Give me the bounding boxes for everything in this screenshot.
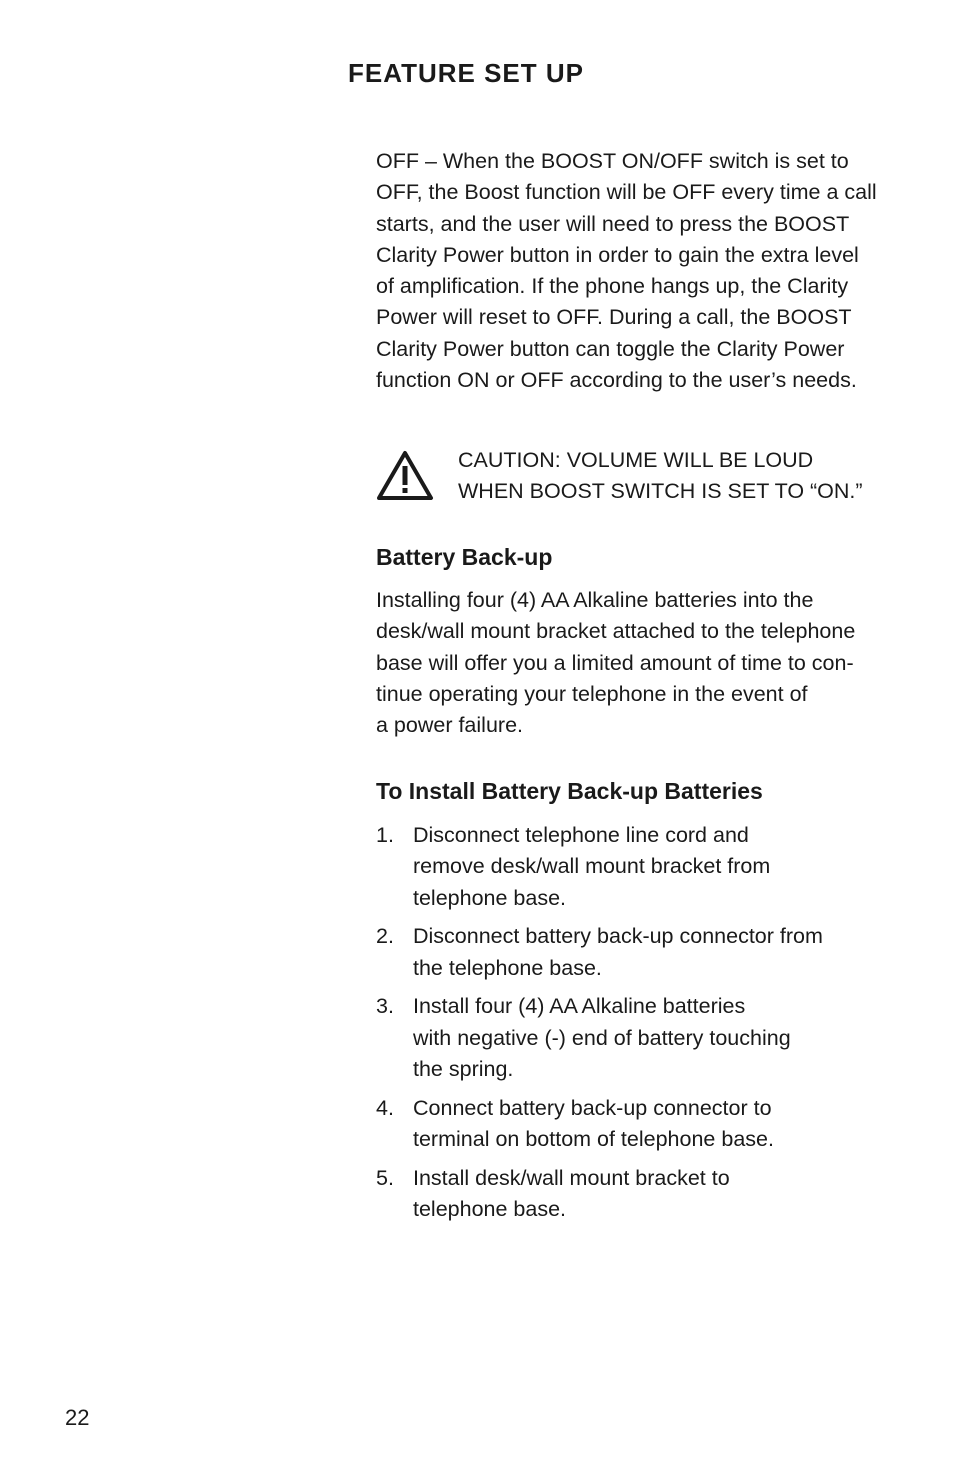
intro-line: OFF – When the BOOST ON/OFF switch is set to	[376, 149, 849, 173]
page-title: FEATURE SET UP	[348, 58, 584, 88]
step-line: Install desk/wall mount bracket to	[413, 1165, 730, 1190]
list-item	[376, 1163, 896, 1226]
intro-line: Clarity Power button can toggle the Clarity Power	[376, 336, 845, 361]
intro-line: Power will reset to OFF. During a call, the BOOST	[376, 305, 852, 330]
step-number: 1.	[376, 823, 394, 847]
caution-line: WHEN BOOST SWITCH IS SET TO “ON.”	[458, 479, 863, 504]
install-steps-list	[376, 820, 896, 1233]
battery-backup-line: tinue operating your telephone in the event of	[376, 681, 808, 706]
step-number: 3.	[376, 994, 394, 1019]
page-number: 22	[65, 1405, 90, 1430]
step-line: with negative (-) end of battery touching	[413, 1025, 791, 1050]
step-line: the telephone base.	[413, 955, 602, 980]
step-line: Install four (4) AA Alkaline batteries	[413, 994, 746, 1019]
intro-line: OFF, the Boost function will be OFF every time a call	[376, 180, 877, 205]
battery-backup-heading: Battery Back-up	[376, 544, 553, 570]
step-number: 2.	[376, 924, 394, 949]
intro-line: function ON or OFF according to the user’s needs.	[376, 368, 857, 393]
list-item	[376, 991, 896, 1085]
step-number: 5.	[376, 1165, 394, 1190]
warning-triangle-icon	[376, 449, 434, 501]
step-line: Disconnect telephone line cord and	[413, 823, 749, 847]
caution-line: CAUTION: VOLUME WILL BE LOUD	[458, 448, 814, 472]
step-line: the spring.	[413, 1057, 514, 1082]
step-line: Connect battery back-up connector to	[413, 1095, 772, 1120]
step-line: terminal on bottom of telephone base.	[413, 1127, 774, 1152]
list-item	[376, 921, 896, 984]
battery-backup-line: base will offer you a limited amount of time to con-	[376, 650, 854, 675]
step-line: Disconnect battery back-up connector from	[413, 924, 823, 949]
install-batteries-heading: To Install Battery Back-up Batteries	[376, 778, 763, 804]
battery-backup-line: desk/wall mount bracket attached to the telephone	[376, 619, 856, 644]
list-item	[376, 1093, 896, 1156]
intro-paragraph	[376, 146, 906, 396]
intro-line: of amplification. If the phone hangs up, the Clarity	[376, 274, 849, 299]
step-number: 4.	[376, 1095, 394, 1120]
battery-backup-paragraph	[376, 585, 906, 741]
intro-line: Clarity Power button in order to gain the extra level	[376, 242, 859, 267]
battery-backup-line: Installing four (4) AA Alkaline batteries into the	[376, 588, 814, 612]
step-line: remove desk/wall mount bracket from	[413, 854, 771, 879]
list-item	[376, 820, 896, 914]
intro-line: starts, and the user will need to press the BOOST	[376, 211, 850, 236]
caution-text	[458, 445, 863, 508]
battery-backup-line: a power failure.	[376, 713, 523, 738]
step-line: telephone base.	[413, 885, 567, 910]
step-line: telephone base.	[413, 1197, 567, 1222]
